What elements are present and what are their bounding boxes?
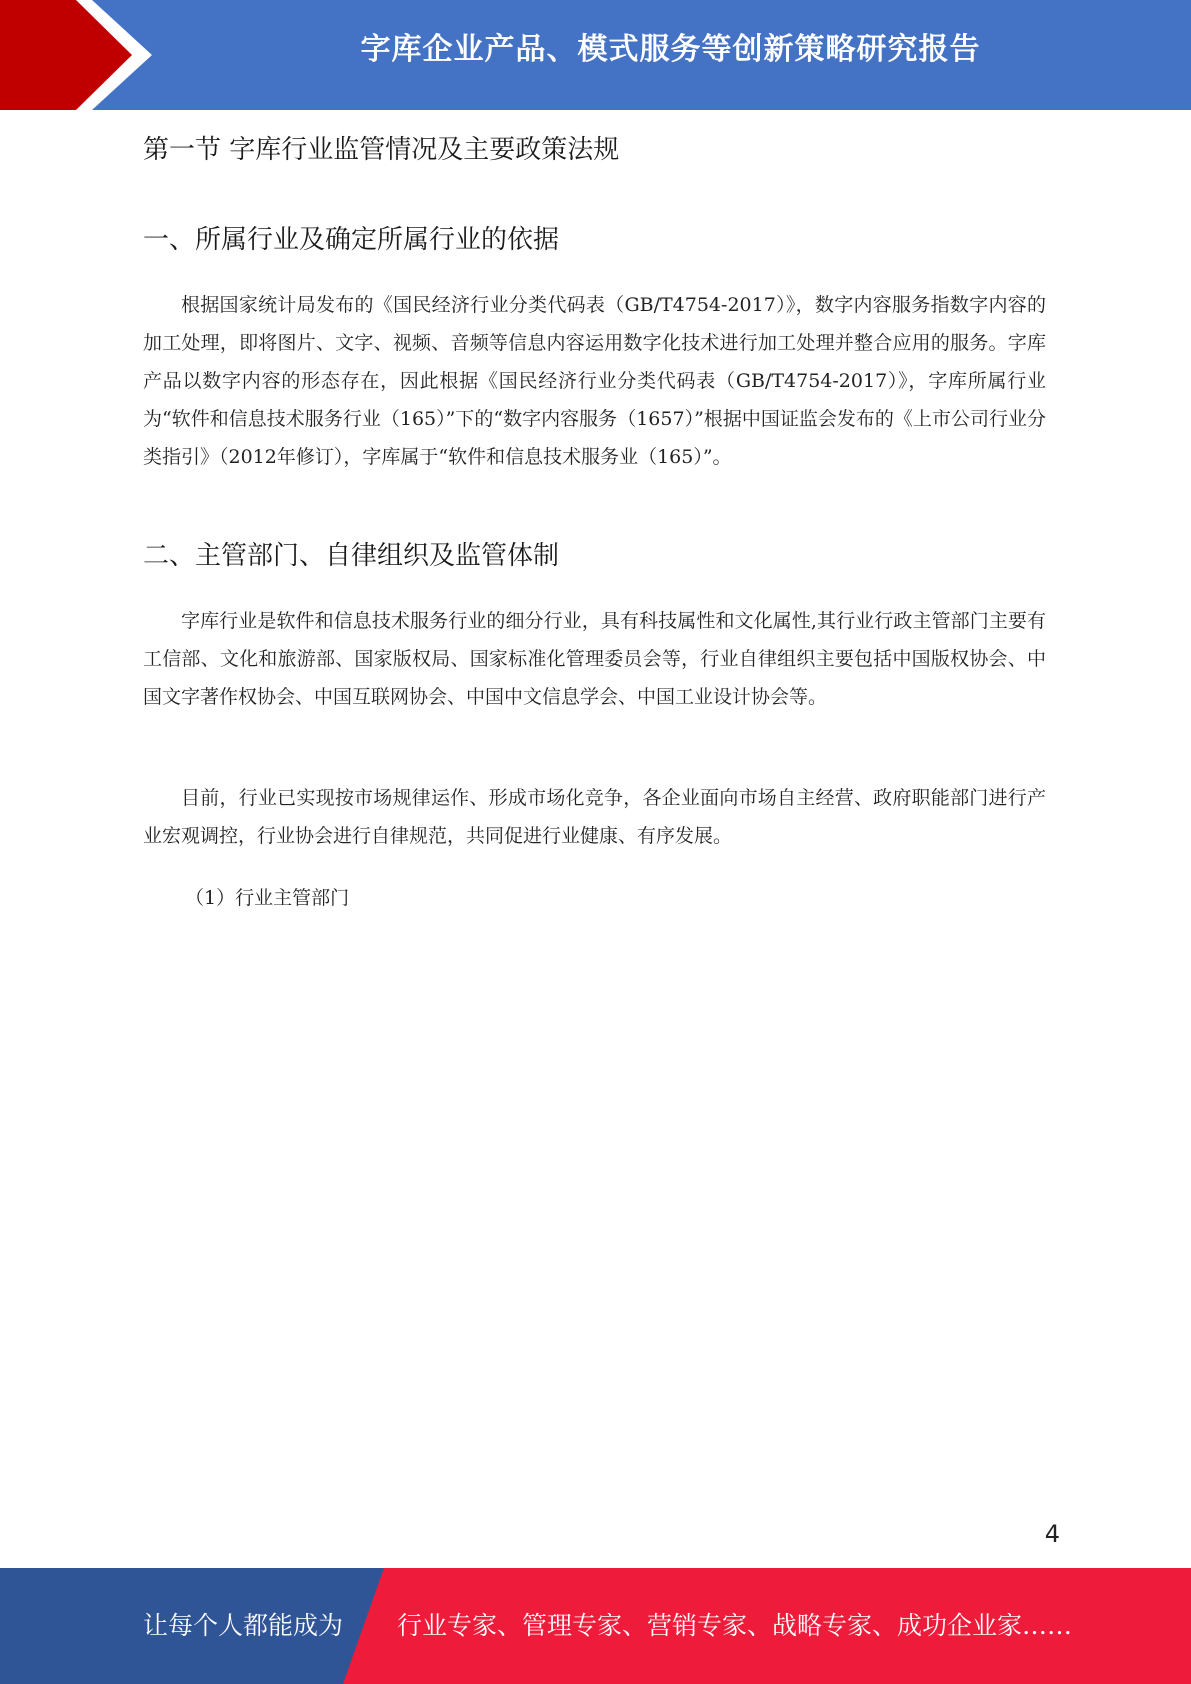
heading-part1: 一、所属行业及确定所属行业的依据	[143, 225, 560, 255]
paragraph-part2-1: 字库行业是软件和信息技术服务行业的细分行业，具有科技属性和文化属性,其行业行政主管部门主要有工信部、文化和旅游部、国家版权局、国家标准化管理委员会等，行业自律组织主要包括中国版权协会、中国文字著作权协会、中国互联网协会、中国中文信息学会、中国工业设计协会等。	[143, 610, 1046, 708]
paragraph-part1: 根据国家统计局发布的《国民经济行业分类代码表（GB/T4754-2017）》，数字内容服务指数字内容的加工处理，即将图片、文字、视频、音频等信息内容运用数字化技术进行加工处理并整合应用的服务。字库产品以数字内容的形态存在，因此根据《国民经济行业分类代码表（GB/T4754-2017）》，字库所属行业为“软件和信息技术服务行业（165）”下的“数字内容服务（1657）”根据中国证监会发布的《上市公司行业分类指引》（2012年修订），字库属于“软件和信息技术服务业（165）”。	[143, 294, 1046, 468]
paragraph-part2-2: 目前，行业已实现按市场规律运作、形成市场化竞争，各企业面向市场自主经营、政府职能部门进行产业宏观调控，行业协会进行自律规范，共同促进行业健康、有序发展。	[143, 787, 1046, 847]
header-banner	[0, 0, 1191, 110]
page-number: 4	[1044, 1520, 1060, 1548]
sub-item-heading: （1）行业主管部门	[185, 887, 350, 909]
heading-part2: 二、主管部门、自律组织及监管体制	[143, 541, 560, 571]
footer-slogan-left: 让每个人都能成为	[143, 1611, 344, 1640]
footer-banner	[0, 1568, 1191, 1684]
footer-slogan-right: 行业专家、管理专家、营销专家、战略专家、成功企业家……	[397, 1611, 1073, 1640]
report-title: 字库企业产品、模式服务等创新策略研究报告	[360, 32, 981, 67]
section-title: 第一节 字库行业监管情况及主要政策法规	[143, 135, 620, 165]
